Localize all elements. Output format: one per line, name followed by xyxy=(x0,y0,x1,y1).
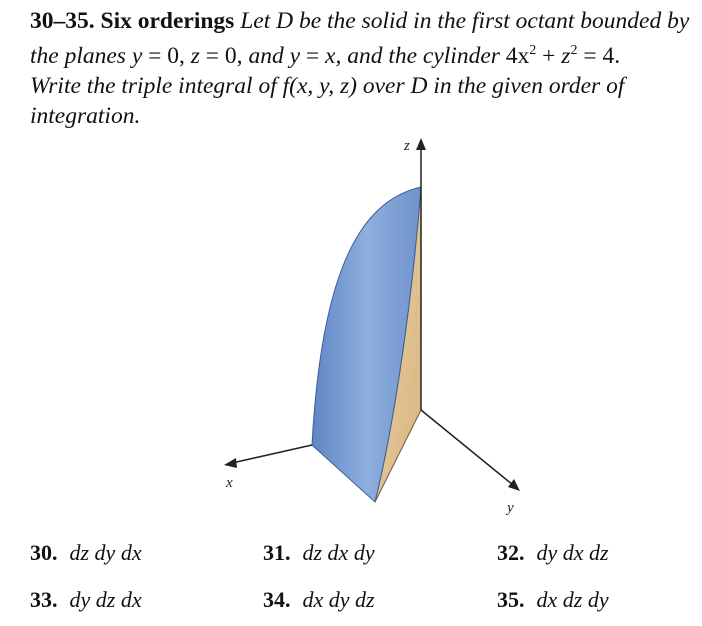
integration-order: dx dy dz xyxy=(302,587,375,612)
text-segment: 4x xyxy=(505,43,530,69)
exponent: 2 xyxy=(529,43,537,58)
integration-order: dy dx dz xyxy=(536,540,609,565)
problem-line-4: integration. xyxy=(30,103,141,129)
z-axis-arrow xyxy=(416,138,426,150)
problem-number: 30–35. xyxy=(30,8,95,34)
exercise-number: 35. xyxy=(497,587,525,612)
exponent: 2 xyxy=(570,43,578,58)
exercise-34 xyxy=(263,587,375,613)
integration-order: dx dz dy xyxy=(536,587,609,612)
exercise-31 xyxy=(263,540,375,566)
text-segment: = xyxy=(300,43,326,69)
exercise-number: 32. xyxy=(497,540,525,565)
x-axis-arrow xyxy=(224,458,237,468)
exercise-32 xyxy=(497,540,609,566)
y-axis xyxy=(421,410,513,485)
z-axis-label: z xyxy=(404,138,410,154)
exercise-35 xyxy=(497,587,609,613)
y-axis-label: y xyxy=(507,500,514,516)
problem-text-line-1: Let D be the solid in the first octant bounded by xyxy=(240,8,690,34)
exercise-number: 30. xyxy=(30,540,58,565)
exercise-number: 31. xyxy=(263,540,291,565)
problem-heading: Six orderings xyxy=(100,8,235,34)
exercise-number: 33. xyxy=(30,587,58,612)
problem-line-3: Write the triple integral of f(x, y, z) over D in the given order of xyxy=(30,73,625,99)
text-segment: = 0, xyxy=(142,43,191,69)
text-segment: z xyxy=(190,43,200,69)
x-axis xyxy=(232,445,312,463)
text-segment: x, and the cylinder xyxy=(325,43,506,69)
text-segment: z xyxy=(561,43,571,69)
text-segment: + xyxy=(536,43,562,69)
integration-order: dy dz dx xyxy=(69,587,142,612)
text-segment: = 4. xyxy=(577,43,621,69)
exercise-30 xyxy=(30,540,142,566)
text-segment: and y xyxy=(248,43,300,69)
exercise-number: 34. xyxy=(263,587,291,612)
x-axis-label: x xyxy=(226,475,233,491)
text-segment: = 0, xyxy=(199,43,249,69)
y-axis-arrow xyxy=(508,479,520,491)
exercise-33 xyxy=(30,587,142,613)
integration-order: dz dy dx xyxy=(69,540,142,565)
integration-order: dz dx dy xyxy=(302,540,375,565)
text-segment: the planes y xyxy=(30,43,143,69)
